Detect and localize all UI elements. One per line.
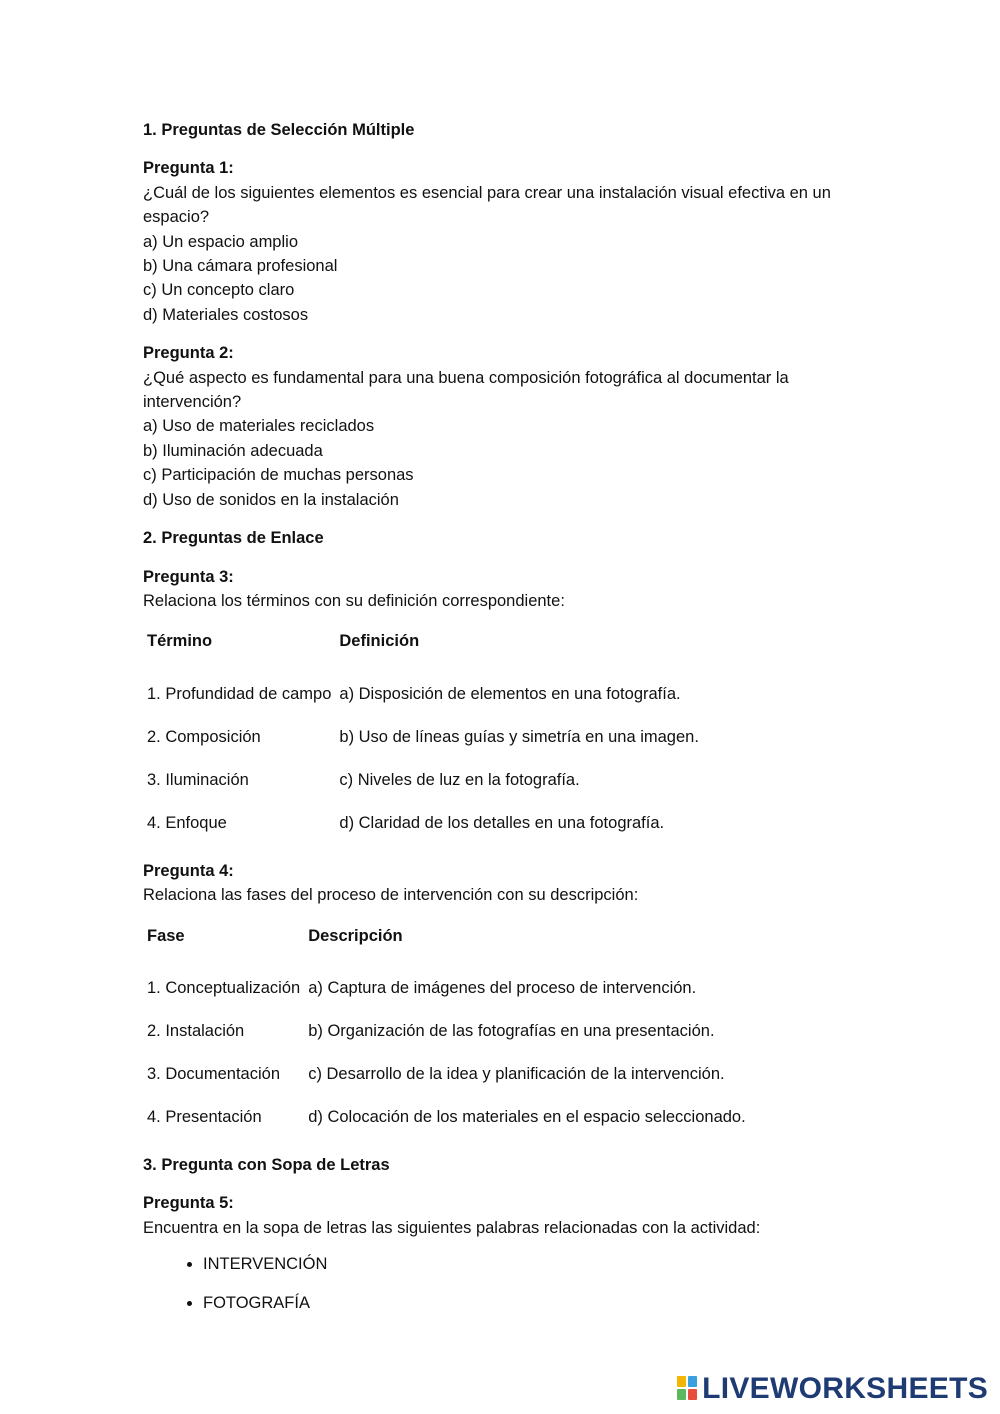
answer-option[interactable]: b) Iluminación adecuada — [143, 441, 323, 460]
answer-option[interactable]: d) Uso de sonidos en la instalación — [143, 490, 399, 509]
table-row — [143, 1010, 750, 1053]
section-1-title: 1. Preguntas de Selección Múltiple — [143, 121, 415, 139]
column-header: Término — [147, 632, 213, 651]
term-cell[interactable]: 2. Composición — [147, 728, 261, 747]
table-header-row — [143, 924, 750, 967]
word-list — [143, 1252, 863, 1315]
question-label: Pregunta 1: — [143, 159, 234, 178]
phase-cell[interactable]: 4. Presentación — [147, 1108, 262, 1127]
description-cell[interactable]: d) Colocación de los materiales en el espacio seleccionado. — [308, 1108, 746, 1127]
question-text: Relaciona los términos con su definición correspondiente: — [143, 591, 565, 610]
definition-cell[interactable]: a) Disposición de elementos en una fotografía. — [339, 685, 681, 704]
definition-cell[interactable]: b) Uso de líneas guías y simetría en una imagen. — [339, 728, 699, 747]
question-2 — [143, 341, 863, 512]
term-cell[interactable]: 3. Iluminación — [147, 771, 249, 790]
table-row — [143, 1053, 750, 1096]
logo-text: LIVEWORKSHEETS — [702, 1372, 988, 1405]
list-item: • INTERVENCIÓN — [203, 1252, 863, 1276]
table-row — [143, 802, 703, 845]
question-label: Pregunta 3: — [143, 567, 234, 586]
answer-option[interactable]: c) Participación de muchas personas — [143, 466, 414, 485]
phase-cell[interactable]: 1. Conceptualización — [147, 979, 301, 998]
answer-option[interactable]: c) Un concepto claro — [143, 281, 295, 300]
table-row — [143, 967, 750, 1010]
column-header: Definición — [339, 632, 420, 651]
table-row — [143, 673, 703, 716]
table-row — [143, 716, 703, 759]
answer-option[interactable]: b) Una cámara profesional — [143, 257, 338, 276]
list-item: • FOTOGRAFÍA — [203, 1291, 863, 1315]
table-header-row — [143, 629, 703, 672]
question-text: ¿Cuál de los siguientes elementos es esencial para crear una instalación visual efectiva en un — [143, 183, 831, 202]
question-1 — [143, 156, 863, 327]
matching-table — [143, 629, 703, 844]
question-3 — [143, 565, 863, 845]
answer-option[interactable]: d) Materiales costosos — [143, 305, 309, 324]
answer-option[interactable]: a) Uso de materiales reciclados — [143, 417, 375, 436]
column-header: Descripción — [308, 926, 403, 945]
section-2-title: 2. Preguntas de Enlace — [143, 529, 324, 548]
answer-option[interactable]: a) Un espacio amplio — [143, 232, 298, 251]
logo-blocks-icon — [677, 1376, 699, 1402]
question-label: Pregunta 2: — [143, 344, 234, 363]
question-label: Pregunta 4: — [143, 861, 234, 880]
question-text: Relaciona las fases del proceso de intervención con su descripción: — [143, 886, 639, 905]
question-5 — [143, 1191, 863, 1315]
question-text: intervención? — [143, 393, 242, 412]
question-label: Pregunta 5: — [143, 1194, 234, 1213]
definition-cell[interactable]: d) Claridad de los detalles en una fotografía. — [339, 814, 665, 833]
term-cell[interactable]: 4. Enfoque — [147, 814, 227, 833]
description-cell[interactable]: c) Desarrollo de la idea y planificación de la intervención. — [308, 1065, 725, 1084]
column-header: Fase — [147, 926, 185, 945]
matching-table — [143, 924, 750, 1139]
description-cell[interactable]: b) Organización de las fotografías en una presentación. — [308, 1022, 715, 1041]
table-row — [143, 1096, 750, 1139]
question-4 — [143, 859, 863, 1139]
definition-cell[interactable]: c) Niveles de luz en la fotografía. — [339, 771, 580, 790]
question-text: Encuentra en la sopa de letras las siguientes palabras relacionadas con la actividad: — [143, 1218, 761, 1237]
phase-cell[interactable]: 2. Instalación — [147, 1022, 245, 1041]
worksheet-page — [143, 118, 863, 1329]
question-text: ¿Qué aspecto es fundamental para una buena composición fotográfica al documentar la — [143, 368, 789, 387]
section-3-title: 3. Pregunta con Sopa de Letras — [143, 1155, 390, 1174]
liveworksheets-logo — [677, 1374, 988, 1404]
table-row — [143, 759, 703, 802]
term-cell[interactable]: 1. Profundidad de campo — [147, 685, 332, 704]
phase-cell[interactable]: 3. Documentación — [147, 1065, 280, 1084]
description-cell[interactable]: a) Captura de imágenes del proceso de intervención. — [308, 979, 697, 998]
question-text: espacio? — [143, 208, 210, 227]
